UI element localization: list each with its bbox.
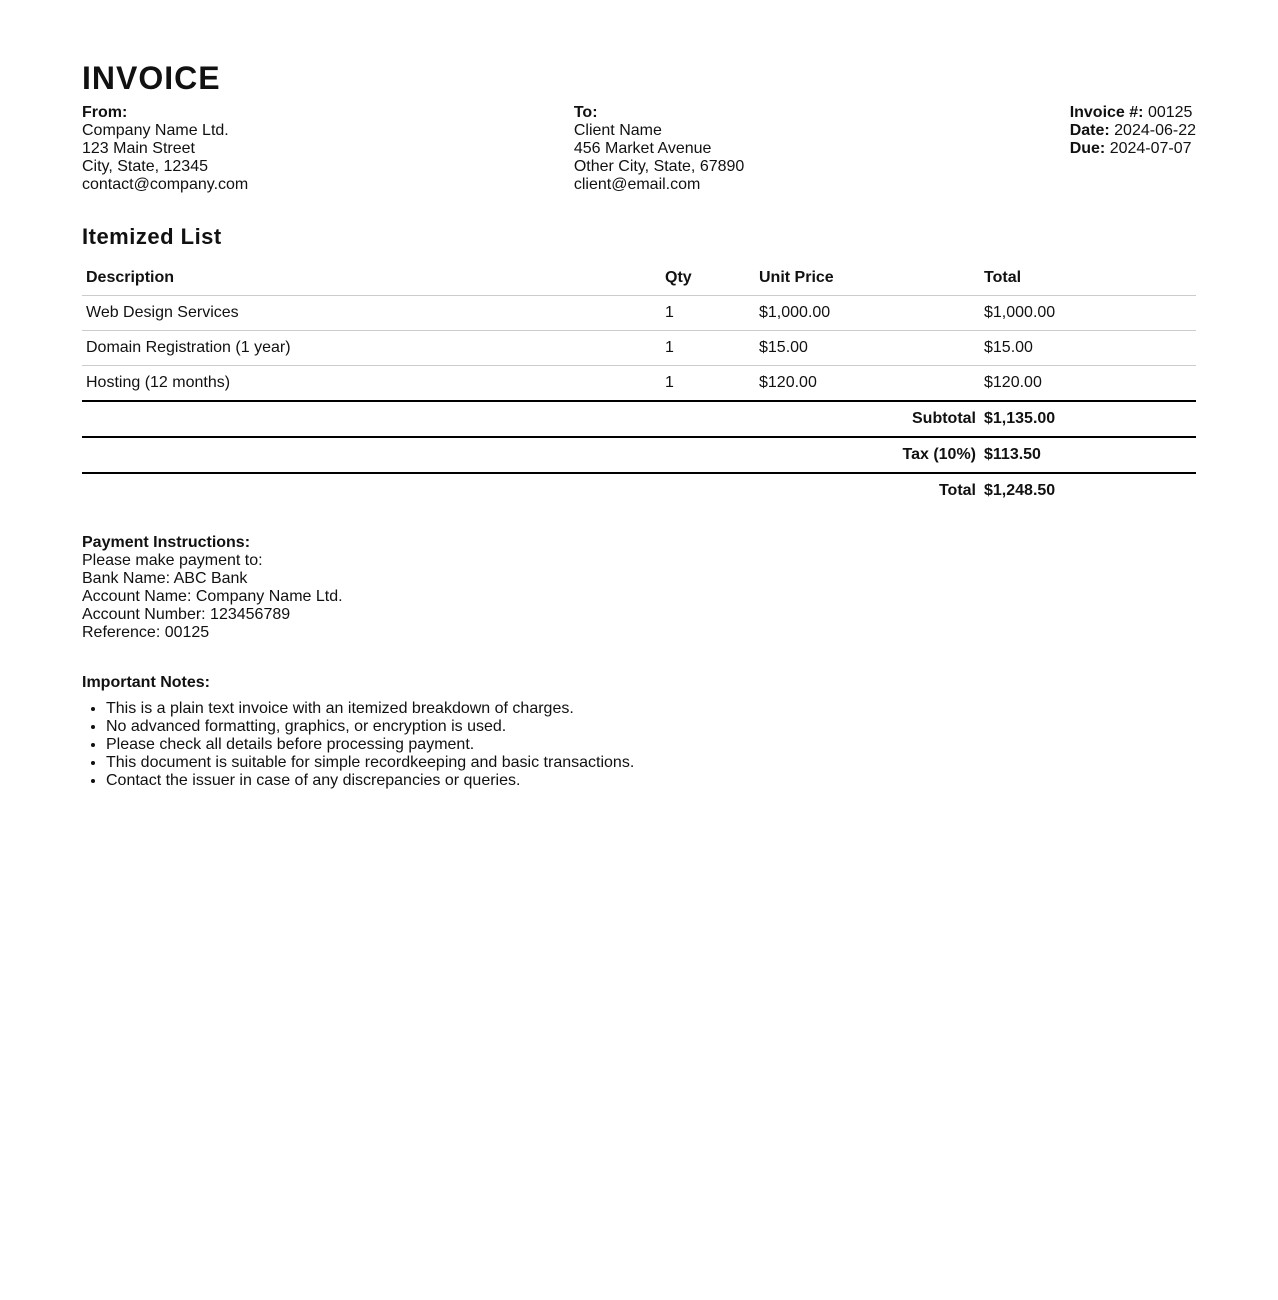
payment-intro: Please make payment to: bbox=[82, 552, 263, 569]
header-description: Description bbox=[82, 261, 661, 296]
table-row bbox=[82, 331, 1196, 366]
tax-row bbox=[82, 437, 1196, 473]
invoice-date-label: Date: bbox=[1069, 122, 1110, 139]
items-header-row bbox=[82, 261, 1196, 296]
header-total: Total bbox=[980, 261, 1196, 296]
list-item: • Contact the issuer in case of any discrepancies or queries. bbox=[106, 772, 1196, 790]
item-unit-price: $15.00 bbox=[755, 331, 980, 366]
item-unit-price: $1,000.00 bbox=[755, 296, 980, 331]
invoice-date-line bbox=[1070, 122, 1196, 140]
subtotal-label: Subtotal bbox=[82, 401, 980, 437]
invoice-date-value: 2024-06-22 bbox=[1114, 122, 1196, 139]
from-company-name: Company Name Ltd. bbox=[82, 122, 229, 139]
itemized-list-heading: Itemized List bbox=[82, 224, 222, 249]
item-qty: 1 bbox=[661, 296, 755, 331]
payment-account-name: Account Name: Company Name Ltd. bbox=[82, 588, 343, 605]
item-description: Web Design Services bbox=[82, 296, 661, 331]
invoice-due-line bbox=[1070, 140, 1196, 158]
payment-instructions bbox=[82, 534, 1196, 642]
payment-bank-name: Bank Name: ABC Bank bbox=[82, 570, 248, 587]
from-street: 123 Main Street bbox=[82, 140, 195, 157]
to-label: To: bbox=[573, 104, 598, 121]
to-client-name: Client Name bbox=[573, 122, 662, 139]
from-label: From: bbox=[82, 104, 128, 121]
from-block bbox=[82, 104, 574, 194]
to-email: client@email.com bbox=[573, 176, 701, 193]
notes-heading: Important Notes: bbox=[82, 674, 210, 691]
invoice-meta-block bbox=[1070, 104, 1196, 194]
tax-value: $113.50 bbox=[980, 437, 1196, 473]
item-total: $1,000.00 bbox=[980, 296, 1196, 331]
to-street: 456 Market Avenue bbox=[573, 140, 712, 157]
list-item: • This is a plain text invoice with an itemized breakdown of charges. bbox=[106, 700, 1196, 718]
invoice-number-value: 00125 bbox=[1147, 104, 1193, 121]
subtotal-row bbox=[82, 401, 1196, 437]
to-city: Other City, State, 67890 bbox=[573, 158, 745, 175]
invoice-due-value: 2024-07-07 bbox=[1109, 140, 1192, 157]
invoice-number-line bbox=[1070, 104, 1196, 122]
item-unit-price: $120.00 bbox=[755, 366, 980, 402]
table-row bbox=[82, 296, 1196, 331]
item-qty: 1 bbox=[661, 366, 755, 402]
from-email: contact@company.com bbox=[82, 176, 249, 193]
invoice-number-label: Invoice #: bbox=[1069, 104, 1144, 121]
payment-reference: Reference: 00125 bbox=[82, 624, 210, 641]
parties-section bbox=[82, 104, 1196, 194]
from-city: City, State, 12345 bbox=[82, 158, 208, 175]
list-item: • Please check all details before processing payment. bbox=[106, 736, 1196, 754]
to-block bbox=[574, 104, 1070, 194]
payment-heading: Payment Instructions: bbox=[82, 534, 251, 551]
important-notes bbox=[82, 674, 1196, 790]
header-qty: Qty bbox=[661, 261, 755, 296]
invoice-title: INVOICE bbox=[82, 60, 221, 96]
list-item: • This document is suitable for simple recordkeeping and basic transactions. bbox=[106, 754, 1196, 772]
item-qty: 1 bbox=[661, 331, 755, 366]
header-unit-price: Unit Price bbox=[755, 261, 980, 296]
item-total: $15.00 bbox=[980, 331, 1196, 366]
items-table bbox=[82, 261, 1196, 508]
invoice-due-label: Due: bbox=[1069, 140, 1106, 157]
list-item: • No advanced formatting, graphics, or encryption is used. bbox=[106, 718, 1196, 736]
item-description: Domain Registration (1 year) bbox=[82, 331, 661, 366]
grand-total-label: Total bbox=[938, 482, 976, 499]
tax-label: Tax (10%) bbox=[82, 437, 980, 473]
item-description: Hosting (12 months) bbox=[82, 366, 661, 402]
item-total: $120.00 bbox=[980, 366, 1196, 402]
notes-list bbox=[82, 700, 1196, 790]
table-row bbox=[82, 366, 1196, 402]
grand-total-row bbox=[82, 473, 1196, 508]
payment-account-number: Account Number: 123456789 bbox=[82, 606, 291, 623]
subtotal-value: $1,135.00 bbox=[980, 401, 1196, 437]
grand-total-value: $1,248.50 bbox=[984, 482, 1056, 499]
